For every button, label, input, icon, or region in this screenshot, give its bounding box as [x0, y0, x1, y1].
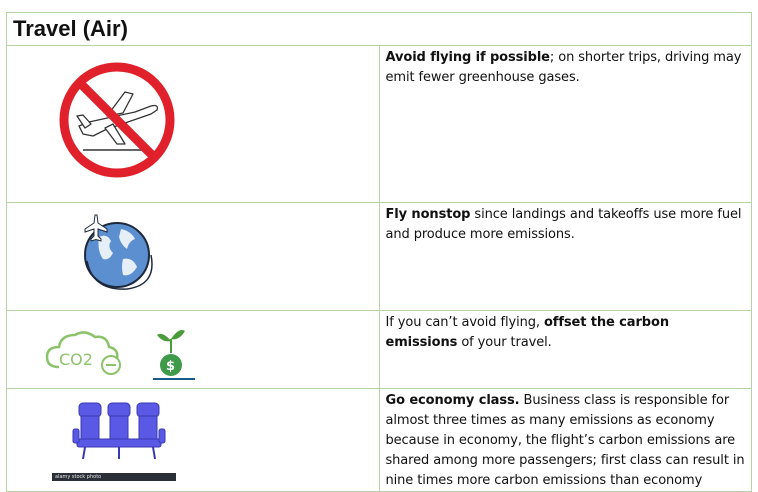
row-text	[386, 48, 746, 88]
row-bold-text: Fly nonstop	[385, 207, 471, 222]
table-row	[7, 389, 752, 492]
row-text	[386, 391, 746, 491]
row-text	[386, 205, 746, 245]
stock-photo-watermark	[52, 473, 176, 481]
row-rest-text: since landings and takeoffs use more fuel and produce more emissions.	[385, 207, 742, 242]
table-row	[7, 203, 752, 311]
row-pre-text: If you can’t avoid flying,	[385, 315, 544, 330]
icon-cell	[7, 389, 380, 492]
row-rest-text: of your travel.	[457, 335, 552, 350]
icon-cell	[7, 46, 380, 203]
title-cell	[7, 13, 752, 46]
co2-offset-icon	[45, 323, 205, 385]
text-cell	[379, 311, 752, 389]
text-cell	[379, 203, 752, 311]
globe-airplane-icon	[77, 211, 161, 295]
text-cell	[379, 46, 752, 203]
text-cell	[379, 389, 752, 492]
co2-label: CO2	[59, 350, 93, 369]
row-bold-text: Avoid flying if possible	[385, 50, 550, 65]
row-rest-text: Business class is responsible for almost three times as many emissions as economy because in economy, the flight’s carbon emissions are shared among more passengers; first class can result in nine times more carbon emissions than economy	[385, 393, 745, 488]
row-bold-text: Go economy class.	[385, 393, 520, 408]
row-text	[386, 313, 746, 353]
row-rest-text: ; on shorter trips, driving may emit fewer greenhouse gases.	[385, 50, 742, 85]
table-title: Travel (Air)	[13, 16, 128, 41]
no-flying-icon	[55, 58, 179, 182]
table-row	[7, 311, 752, 389]
row-bold-text: offset the carbon emissions	[385, 315, 669, 350]
stock-photo-label: alamy stock photo	[55, 474, 102, 480]
travel-air-table	[6, 12, 752, 492]
dollar-symbol: $	[166, 359, 176, 374]
icon-cell	[7, 203, 380, 311]
airplane-seats-icon	[71, 399, 167, 465]
table-row	[7, 46, 752, 203]
icon-cell	[7, 311, 380, 389]
